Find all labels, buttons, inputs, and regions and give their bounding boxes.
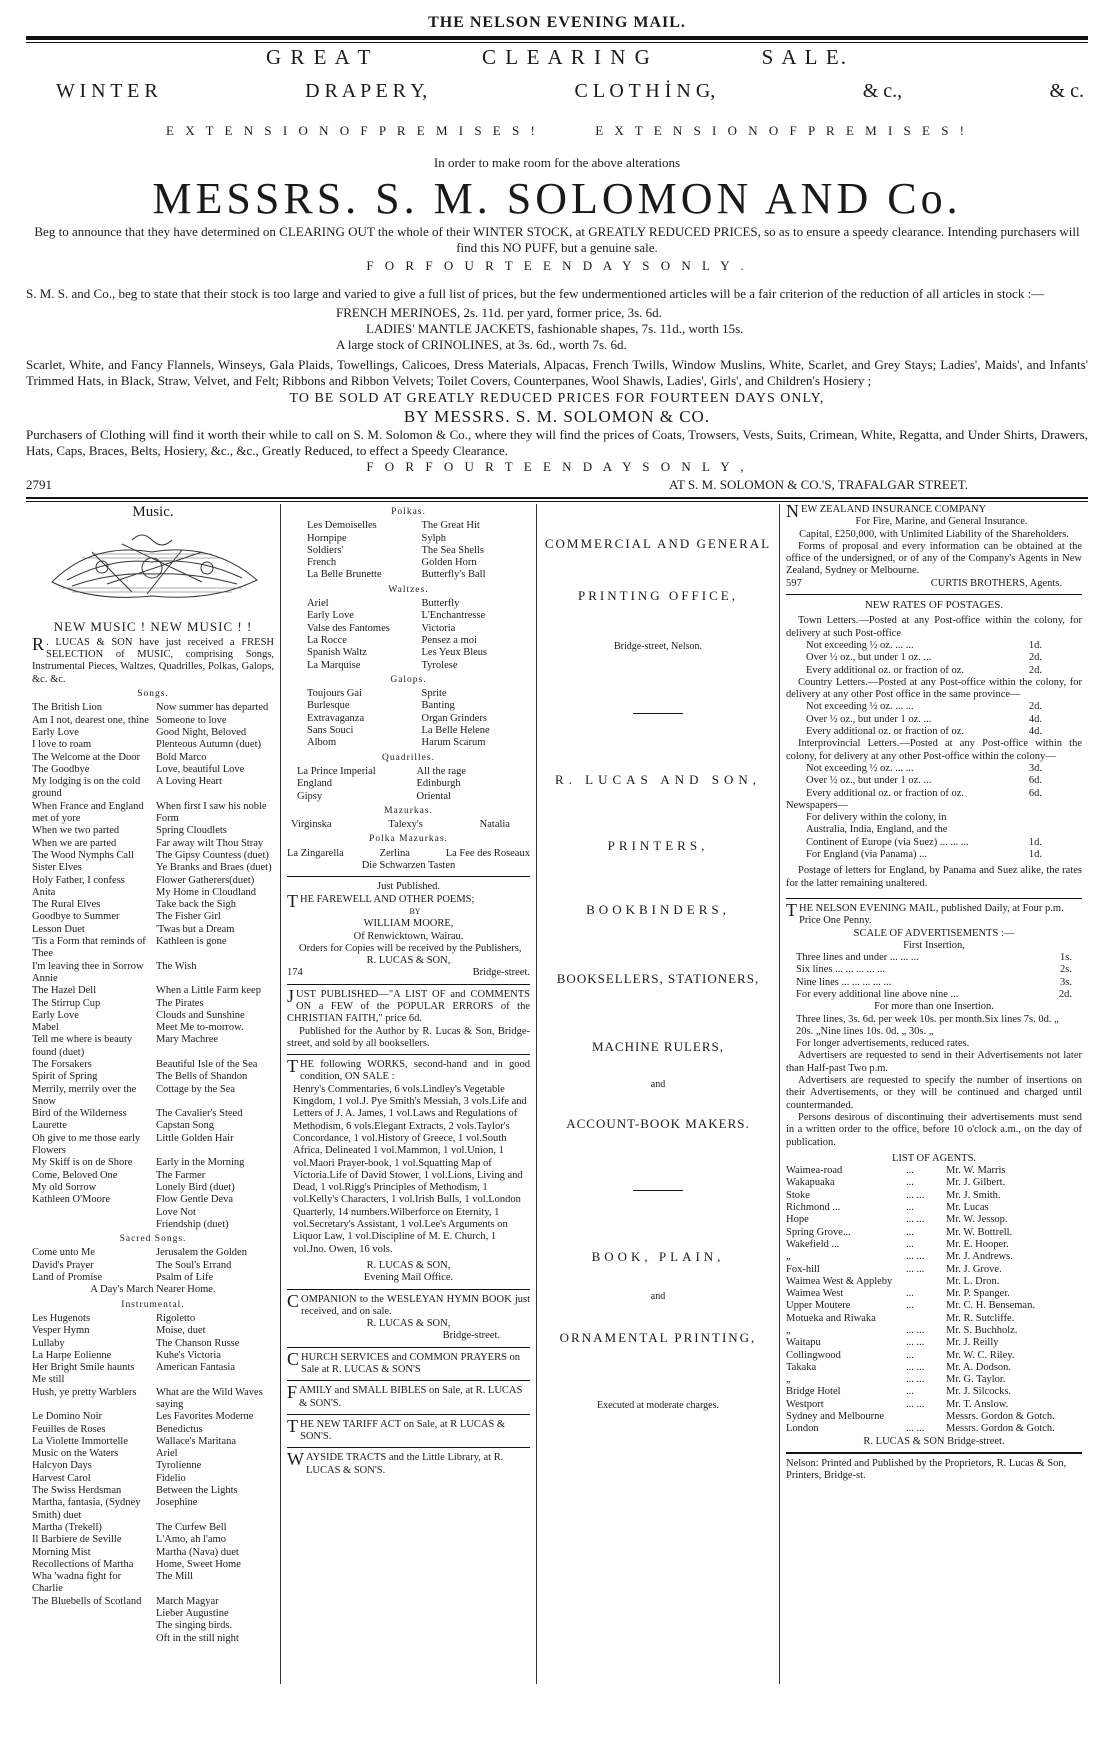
mazurkas-heading: Mazurkas. [384,805,433,816]
list-item: Laurette [32,1120,67,1132]
list-item: Take back the Sigh [156,899,237,911]
list-item: Discipline of M. E. Church, 1 vol. [293,1231,497,1255]
rate-row: Every additional oz. or fraction of oz. 4d. [806,726,1042,738]
list-item: Now summer has departed [156,702,269,714]
list-item: Someone to love [156,714,227,726]
list-item: Am I not, dearest one, thine [32,714,149,726]
list-item: La Violette Immortelle [32,1435,128,1447]
list-item: Butterfly [421,598,460,610]
agent-row: Richmond ... ... Mr. Lucas [786,1202,989,1214]
list-item: Tell me where is beauty found (duet) [32,1034,133,1058]
works-list [287,1084,530,1256]
ad-number: 2791 [26,477,52,492]
list-item: Martha (Trekell) [32,1521,102,1533]
agent-row: Upper Moutere ... Mr. C. H. Benseman. [786,1300,1035,1312]
agent-row: Wakefield ... ... Mr. E. Hooper. [786,1238,1009,1250]
list-item: J. Pye Smith's Messiah, 3 vols. [361,1096,492,1108]
list-item: Halcyon Days [32,1460,92,1472]
price-items: FRENCH MERINOES, 2s. 11d. per yard, former price, 3s. 6d. LADIES' MANTLE JACKETS, fashionable shapes, 7s. 11d., worth 15s. A large stock of CRINOLINES, at 3s. 6d., worth 7s. 6d. [336,305,744,352]
list-item: Holy Father, I confess [32,874,125,886]
list-item: Life of David Stower, 1 vol. [329,1169,448,1181]
list-item: Cottage by the Sea [156,1083,236,1095]
ad-address: AT S. M. SOLOMON & CO.'S, TRAFALGAR STREET. [669,477,968,492]
list-item: David's Prayer [32,1259,94,1271]
list-item: Come unto Me [32,1247,95,1259]
list-item: The Bells of Shandon [156,1071,248,1083]
rate-row: Not exceeding ½ oz. ... ... 1d. [806,639,1042,651]
agent-row: Waimea-road ... Mr. W. Marris [786,1165,1006,1177]
list-item: When we two parted [32,825,120,837]
list-item: March Magyar [156,1595,219,1607]
list-item: The Mill [156,1571,194,1583]
music-intro: R . LUCAS & SON have just received a FRESH SELECTION of MUSIC, comprising Songs, Instrumental Pieces, Waltzes, Quadrilles, Polkas, Galops, &c. &c. [32,633,274,685]
list-item: The singing birds. [156,1620,233,1632]
list-item: My Home in Cloudland [156,886,257,898]
list-item: Harum Scarum [421,737,486,749]
list-item: Kathleen is gone [156,936,227,948]
list-item: The Chanson Russe [156,1337,240,1349]
list-item: All the rage [416,765,467,777]
list-item: Early Love [32,726,79,738]
list-item: Love, beautiful Love [156,763,245,775]
imprint: Nelson: Printed and Published by the Proprietors, R. Lucas & Son, Printers, Bridge-st. [786,1452,1082,1483]
list-item: Jerusalem the Golden [156,1247,247,1259]
list-item: La Marquise [307,659,361,671]
songs-heading: Songs. [137,689,169,700]
music-column [26,504,281,1684]
list-item [32,1608,150,1620]
list-item: Oft in the still night [156,1632,239,1644]
list-item [32,1207,150,1219]
list-item: Goodbye to Summer [32,911,120,923]
list-item: Ariel [156,1448,178,1460]
list-item: Flower Gatherers(duet) [156,874,255,886]
list-item: Good Night, Beloved [156,726,247,738]
fourteen-days-2: F O R F O U R T E E N D A Y S O N L Y , [366,459,748,474]
list-item: Rigg's Principles of Methodism, 1 vol. [293,1182,488,1206]
list-item: Clouds and Sunshine [156,1009,245,1021]
list-item: Vesper Hymn [32,1325,90,1337]
list-item: Sans Souci [307,725,354,737]
list-item: 'Twas but a Dream [156,923,235,935]
polkas-heading: Polkas. [391,507,426,517]
list-item: When first I saw his noble Form [156,800,267,825]
list-item: Beautiful Isle of the Sea [156,1058,258,1070]
rate-row: Every additional oz. or fraction of oz. 2d. [806,664,1042,676]
list-item: Pensez a moi [421,634,477,646]
agent-row: „ ... ... Mr. G. Taylor. [786,1374,1006,1386]
rate-row: Nine lines ... ... ... ... ... 3s. [796,976,1072,988]
list-item: The Wood Nymphs Call [32,849,134,861]
list-item: Les Demoiselles [307,520,377,532]
list-item: Home, Sweet Home [156,1558,241,1570]
list-item: The Farmer [156,1169,206,1181]
list-item: Elegant Extracts, 2 vols. [374,1120,477,1132]
list-item: What are the Wild Waves saying [156,1386,263,1410]
list-item: My lodging is on the cold ground [32,776,141,800]
farewell-ad: Just Published. THE FAREWELL AND OTHER POEMS; BY WILLIAM MOORE, Of Renwicktown, Wairau. Orders for Copies will be received by the Publishers, R. LUCAS & SON, 174 Bridge-street. [287,876,530,979]
beg-paragraph: Beg to announce that they have determined on CLEARING OUT the whole of their WINTER STOCK, at GREATLY REDUCED PRICES, so as to ensure a speedy clearance. Intending purchasers will find this NO PUFF, but a genuine sale. [34,224,1080,255]
list-item: Three lines, 3s. 6d. per week 10s. per month. [796,1013,985,1025]
agent-row: London ... ... Messrs. Gordon & Gotch. [786,1423,1055,1435]
list-item: Lions, Living and Dead, 1 vol. [293,1169,523,1194]
list-item: England [297,778,332,790]
list-item: Burlesque [307,700,350,712]
polka-mazurkas-heading: Polka Mazurkas. [369,834,448,845]
printing-office-column: COMMERCIAL AND GENERAL PRINTING OFFICE, Bridge-street, Nelson. R. LUCAS AND SON, PRINTERS, BOOKBINDERS, BOOKSELLERS, STATIONERS, MACHINE RULERS, and ACCOUNT-BOOK MAKERS. BOOK, PLAIN, and ORNAMENTAL PRINTING, Executed at moderate charges. [537,504,780,1684]
insurance-ad: NEW ZEALAND INSURANCE COMPANY For Fire, Marine, and General Insurance. Capital, £250,000, with Unlimited Liability of the Shareholders. Forms of proposal and every information can be obtained at the office of the undersigned, or of any of the Company's Agents in New Zealand, Sydney or Melbourne. 597 CURTIS BROTHERS, Agents. [786,504,1082,589]
list-item: Far away wilt Thou Stray [156,837,264,849]
list-item: Toujours Gai [307,688,362,700]
agent-row: Waimea West ... Mr. P. Spanger. [786,1288,1010,1300]
list-item: La Harpe Eolienne [32,1349,112,1361]
list-item: Banting [421,700,455,712]
wayside-ad: WAYSIDE TRACTS and the Little Library, at R. LUCAS & SON'S. [287,1447,530,1477]
list-item: Extravaganza [307,712,365,724]
ad-footer [26,477,1088,493]
agent-row: „ ... ... Mr. J. Andrews. [786,1251,1013,1263]
masthead: THE NELSON EVENING MAIL. [428,14,686,31]
rate-row: Not exceeding ½ oz. ... ... 2d. [806,701,1042,713]
list-item: Tyrolienne [156,1460,202,1472]
rate-row: For every additional line above nine ... 2d. [796,988,1072,1000]
list-item: Irish Bulls, 1 vol. [415,1194,489,1206]
purchasers-paragraph: Purchasers of Clothing will find it worth their while to call on S. M. Solomon & Co., where they will find the prices of Coats, Trowsers, Vests, Suits, Crimean, White, Regatta, and Under Shirts, Drawers, Hats, Caps, Braces, Belts, Hosiery, &c., &c., Greatly Reduced, to effect a Speedy Clearance. [26,427,1088,458]
list-item: I'm leaving thee in Sorrow Annie [32,960,144,984]
list-item: Les Favorites Moderne [156,1411,254,1423]
list-item [32,1633,150,1645]
list-item: Spirit of Spring [32,1071,98,1083]
list-item: L'Amo, ah l'amo [156,1534,226,1546]
list-item: A Loving Heart [156,776,222,788]
list-item: The Goodbye [32,763,90,775]
list-item: Meet Me to-morrow. [156,1022,244,1034]
agent-row: Motueka and Riwaka Mr. R. Sutcliffe. [786,1312,1015,1324]
list-item: The Hazel Dell [32,985,97,997]
list-item: Il Barbiere de Seville [32,1534,122,1546]
list-item: The Welcome at the Door [32,751,141,763]
list-item: Kuhe's Victoria [156,1349,221,1361]
list-item: Martha, fantasia, (Sydney Smith) duet [32,1497,141,1521]
list-item: The British Lion [32,702,102,714]
tariff-ad: THE NEW TARIFF ACT on Sale, at R LUCAS & SON'S. [287,1414,530,1444]
list-item: Albom [307,737,337,749]
quadrilles-list [287,766,530,803]
rate-row: Not exceeding ½ oz. ... ... 3d. [806,762,1042,774]
sacred-last: A Day's March Nearer Home. [90,1284,216,1296]
list-item: Nine lines 10s. 0d. „ 30s. „ [820,1025,934,1037]
list-item: Flow Gentle Deva [156,1194,233,1206]
list-item: Golden Horn [421,557,477,569]
list-item: My Skiff is on de Shore [32,1157,133,1169]
list-item: The Swiss Herdsman [32,1485,122,1497]
list-item: La Belle Helene [421,725,490,737]
list-item: American Fantasia [156,1362,236,1374]
rate-row: Over ½ oz., but under 1 oz. ... 2d. [806,652,1042,664]
list-item: Martha (Nava) duet [156,1546,239,1558]
list-item: When a Little Farm keep [156,985,261,997]
list-item: The Great Hit [421,520,480,532]
list-item: The Sea Shells [421,544,484,556]
waltzes-heading: Waltzes. [388,584,429,595]
list-item: The Forsakers [32,1058,92,1070]
list-item: Oriental [416,790,451,802]
agent-row: Takaka ... ... Mr. A. Dodson. [786,1361,1012,1373]
list-item [32,1219,150,1231]
books-column: Polkas. Les Demoiselles The Great Hit Hornpipe Sylph Soldiers' The Sea Shells French Golden Horn La Belle Brunette Butterfly's Ball Waltzes. Ariel Butterfly Early Love L'Enchantresse Valse des Fantomes Victoria La Rocce Pensez a moi Spanish Waltz Les Yeux Bleus La Marquise Tyrolese Galops. Toujours Gai Sprite Burlesque Banting Extravaganza Organ Grinders Sans Souci La Belle Helene Albom Harum Scarum Quadrilles. La Prince Imperial All the rage England Edinburgh Gipsy Oriental Mazurkas. Virginska Talexy's Natalia Polka Mazurkas. La Zingarella Zerlina La Fee des Roseaux Die Schwarzen Tasten Just Published. THE FAREWELL AND OTHER POEMS; BY WILLIAM MOORE, Of Renwicktown, Wairau. Orders for Copies will be received by the Publishers, R. LUCAS & SON, 174 Bridge-street. JUST PUBLISHED—"A LIST OF and COMMENTS ON a FEW of the POPULAR ERRORS of the CHRISTIAN FAITH," price 6d. Published for the Author by R. Lucas & Son, Bridge-street, and sold by all booksellers. THE following WORKS, second-hand and in good condition, ON SALE : Henry's Commentaries, 6 vols.Lindley's Vegetable Kingdom, 1 vol.J. Pye Smith's Messiah, 3 vols.Life and Letters of J. A. James, 1 vol.Laws and Regulations of Methodism, 6 vols.Elegant Extracts, 2 vols.Taylor's Concordance, 1 vol.History of Greece, 1 vol.South Africa, Delineated 1 vol.Mammon, 1 vol.Union, 1 vol.Maori Prayer-book, 1 vol.Squatting Map of Victoria.Life of David Stower, 1 vol.Lions, Living and Dead, 1 vol.Rigg's Principles of Methodism, 1 vol.Kelly's Characters, 1 vol.Irish Bulls, 1 vol.London Quarterly, 14 numbers.Wilberforce on Eternity, 1 vol.Secretary's Assistant, 1 vol.Lee's Arguments on Liquor Law, 1 vol.Discipline of M. E. Church, 1 vol.Jno. Owen, 16 vols. R. LUCAS & SON, Evening Mail Office. COMPANION to the WESLEYAN HYMN BOOK just received, and on sale. R. LUCAS & SON, Bridge-street. CHURCH SERVICES and COMMON PRAYERS on Sale at R. LUCAS & SON'S FAMILY and SMALL BIBLES on Sale, at R. LUCAS & SON'S. THE NEW TARIFF ACT on Sale, at R LUCAS & SON'S. WAYSIDE TRACTS and the Little Library, at R. LUCAS & SON'S. [281,504,537,1684]
list-item: Mabel [32,1022,59,1034]
agent-row: Hope ... ... Mr. W. Jessop. [786,1214,1008,1226]
new-music-heading: NEW MUSIC ! NEW MUSIC ! ! [53,618,253,634]
list-item: La Rocce [307,634,347,646]
list-item: Sprite [421,688,447,700]
list-item: Henry's Commentaries, 6 vols. [293,1083,423,1095]
mazurkas-list: Virginska Talexy's Natalia [291,819,510,831]
list-item: Taylor's Concordance, 1 vol. [293,1120,510,1144]
list-item: Lindley's Vegetable Kingdom, 1 vol. [293,1083,505,1108]
agent-row: „ ... ... Mr. S. Buchholz. [786,1325,1018,1336]
list-item: Between the Lights [156,1485,238,1497]
list-item: Mary Machree [156,1034,219,1046]
fourteen-days-1: F O R F O U R T E E N D A Y S O N L Y . [366,258,748,273]
list-item: Le Domino Noir [32,1411,102,1423]
list-item: Sister Elves [32,862,82,874]
list-item: Butterfly's Ball [421,569,486,581]
columns [26,504,1088,1684]
list-item: Ariel [307,598,329,610]
rate-row: Six lines ... ... ... ... ... 2s. [796,964,1072,976]
list-item: La Prince Imperial [297,765,376,777]
list-item: Tyrolese [421,659,458,671]
by-messrs: BY MESSRS. S. M. SOLOMON & CO. [403,407,711,426]
list-item: Kathleen O'Moore [32,1194,110,1206]
list-item: When we are parted [32,837,117,849]
list-item: History of Greece, 1 vol. [377,1132,482,1144]
list-item: L'Enchantresse [421,610,486,622]
list-item: Moise, duet [156,1325,206,1337]
music-title: Music. [132,504,174,520]
list-item: Hush, ye pretty Warblers [32,1386,137,1398]
list-item: Early Love [307,610,354,622]
list-item: Land of Promise [32,1272,102,1284]
list-item: When France and England met of yore [32,800,144,825]
list-item: South Africa, Delineated 1 vol. [293,1132,507,1157]
solomon-advertisement [26,43,1088,493]
list-item: Lesson Duet [32,923,85,935]
list-item: Love Not [156,1206,196,1218]
list-item: Her Bright Smile haunts Me still [32,1362,135,1386]
list-item: Come, Beloved One [32,1169,118,1181]
list-item: Lieber Augustine [156,1608,229,1620]
great-clearing-sale: G R E A T C L E A R I N G S A L E. [266,45,848,69]
section-rule [26,497,1088,502]
list-item: Morning Mist [32,1546,91,1558]
list-item: Sylph [421,532,447,544]
sacred-list [32,1247,274,1284]
rate-row: Over ½ oz., but under 1 oz. ... 4d. [806,713,1042,725]
list-item: I love to roam [32,739,92,751]
list-item: Bird of the Wilderness [32,1108,127,1120]
list-item: Recollections of Martha [32,1558,134,1570]
family-ad: FAMILY and SMALL BIBLES on Sale, at R. LUCAS & SON'S. [287,1380,530,1410]
polka-mazurkas-list: La Zingarella Zerlina La Fee des Roseaux [287,847,530,859]
list-item: The Bluebells of Scotland [32,1595,142,1607]
list-item: Hornpipe [307,532,347,544]
church-ad: CHURCH SERVICES and COMMON PRAYERS on Sale at R. LUCAS & SON'S [287,1347,530,1377]
list-item: Oh give to me those early Flowers [32,1132,141,1157]
scarlet-paragraph: Scarlet, White, and Fancy Flannels, Winseys, Gala Plaids, Towellings, Calicoes, Dress Materials, Alpacas, French Twills, Window Muslins, White, Scarlet, and Grey Stays; Ladies', Maids', and Infants' Trimmed Hats, in Black, Straw, Velvet, and Felt; Ribbons and Ribbon Velvets; Toilet Covers, Counterpanes, Wool Shawls, Ladies', Girls', and Children's Hosiery ; [26,357,1088,388]
list-item: Early Love [32,1009,79,1021]
order-line: In order to make room for the above alterations [433,155,681,170]
galops-heading: Galops. [390,674,427,685]
agent-row: Stoke ... ... Mr. J. Smith. [786,1189,1001,1201]
list-item: Les Yeux Bleus [421,647,488,659]
galops-list [287,688,530,749]
list-item: My old Sorrow [32,1181,97,1193]
list-item: Wallace's Maritana [156,1435,237,1447]
list-item: Spanish Waltz [307,647,367,659]
list-item: Wilberforce on Eternity, 1 vol. [293,1206,500,1231]
rate-row: Over ½ oz., but under 1 oz. ... 6d. [806,775,1042,787]
extension-of-premises: E X T E N S I O N O F P R E M I S E S ! E X T E N S I O N O F P R E M I S E S ! [166,123,968,138]
list-item: Laws and Regulations of Methodism, 6 vols. [293,1108,518,1132]
list-item: The Rural Elves [32,899,101,911]
agent-row: Bridge Hotel ... Mr. J. Silcocks. [786,1386,1012,1398]
list-item: The Fisher Girl [156,911,221,923]
list-item: Organ Grinders [421,712,487,724]
list-item: The Cavalier's Steed [156,1108,243,1120]
quadrilles-heading: Quadrilles. [382,752,435,763]
list-item: Capstan Song [156,1120,215,1132]
agent-row: Waitapu ... ... Mr. J. Reilly [786,1337,999,1349]
list-item: The Pirates [156,997,204,1009]
works-ad: THE following WORKS, second-hand and in good condition, ON SALE : Henry's Commentaries, 6 vols.Lindley's Vegetable Kingdom, 1 vol.J. Pye Smith's Messiah, 3 vols.Life and Letters of J. A. James, 1 vol.Laws and Regulations of Methodism, 6 vols.Elegant Extracts, 2 vols.Taylor's Concordance, 1 vol.History of Greece, 1 vol.South Africa, Delineated 1 vol.Mammon, 1 vol.Union, 1 vol.Maori Prayer-book, 1 vol.Squatting Map of Victoria.Life of David Stower, 1 vol.Lions, Living and Dead, 1 vol.Rigg's Principles of Methodism, 1 vol.Kelly's Characters, 1 vol.Irish Bulls, 1 vol.London Quarterly, 14 numbers.Wilberforce on Eternity, 1 vol.Secretary's Assistant, 1 vol.Lee's Arguments on Liquor Law, 1 vol.Discipline of M. E. Church, 1 vol.Jno. Owen, 16 vols. R. LUCAS & SON, Evening Mail Office. [287,1056,530,1284]
list-item: The Gipsy Countess (duet) [156,849,269,861]
list-item: Music on the Waters [32,1448,119,1460]
postage-rates: NEW RATES OF POSTAGES. Town Letters.—Posted at any Post-office within the colony, for delivery at such Post-office Not exceeding ½ oz. ... ... 1d. Over ½ oz., but under 1 oz. ... 2d. Every additional oz. or fraction of oz. 2d. Country Letters.—Posted at any Post-office within the colony, for delivery at any other Post office in the same province— Not exceeding ½ oz. ... ... 2d. Over ½ oz., but under 1 oz. ... 4d. Every additional oz. or fraction of oz. 4d. Interprovincial Letters.—Posted at any Post-office within the colony, for delivery at any other Post-office within the colony— Not exceeding ½ oz. ... ... 3d. Over ½ oz., but under 1 oz. ... 6d. Every additional oz. or fraction of oz. 6d. Newspapers— For delivery within the colony, in Australia, India, England, and the Continent of Europe (via Suez) ... ... ... 1d. For England (via Panama) ... 1d. Postage of letters for England, by Panama and Suez alike, the rates for the latter remaining unaltered. [786,594,1082,890]
list-item: Kelly's Characters, 1 vol. [309,1194,416,1206]
list-item: Jno. Owen, 16 vols. [309,1243,393,1255]
musical-instruments-engraving [32,522,275,608]
list-item: Psalm of Life [156,1272,214,1284]
list-item: Spring Cloudlets [156,825,227,837]
companion-ad: COMPANION to the WESLEYAN HYMN BOOK just received, and on sale. R. LUCAS & SON, Bridge-street. [287,1290,530,1342]
list-item: Maori Prayer-book, 1 vol. [309,1157,419,1169]
list-item: Early in the Morning [156,1157,245,1169]
list-item: Bold Marco [156,751,207,763]
agents-list [786,1165,1082,1436]
list-item: Friendship (duet) [156,1218,229,1230]
list-item: The Stirrup Cup [32,997,101,1009]
agent-row: Spring Grove... ... Mr. W. Bottrell. [786,1226,1013,1238]
list-item: London Quarterly, 14 numbers. [293,1194,521,1218]
list-item: Lee's Arguments on Liquor Law, 1 vol. [293,1219,508,1243]
list-item: The Curfew Bell [156,1521,227,1533]
list-item: The Wish [156,960,197,972]
list-item: Gipsy [297,790,323,802]
list-item: Fidelio [156,1472,186,1484]
list-item: Squatting Map of Victoria. [293,1157,492,1181]
list-item: The Soul's Errand [156,1259,232,1271]
instrumental-heading: Instrumental. [121,1299,185,1310]
messrs-headline: MESSRS. S. M. SOLOMON AND Co. [152,174,962,223]
list-item: Benedictus [156,1423,203,1435]
notices-column [780,504,1088,1684]
to-be-sold: TO BE SOLD AT GREATLY REDUCED PRICES FOR FOURTEEN DAYS ONLY, [289,391,825,406]
list-item: Union, 1 vol. [293,1145,504,1169]
sms-paragraph: S. M. S. and Co., beg to state that their stock is too large and varied to give a full list of prices, but the few undermentioned articles will be a fair criterion of the reduction of all articles in stock :— [26,286,1045,301]
sacred-heading: Sacred Songs. [119,1234,187,1245]
agent-row: Westport ... ... Mr. T. Anslow. [786,1398,1009,1410]
list-item [32,1620,150,1632]
list-item: Mammon, 1 vol. [397,1145,468,1157]
list-item: Merrily, merrily over the Snow [32,1083,137,1107]
list-item: French [307,557,337,569]
list-item: Lullaby [32,1337,65,1349]
list-item: Life and Letters of J. A. James, 1 vol. [293,1096,527,1120]
agent-row: Wakapuaka ... Mr. J. Gilbert. [786,1177,1006,1189]
agent-row: Sydney and Melbourne Messrs. Gordon & Gotch. [786,1411,1055,1423]
list-item: Feuilles de Roses [32,1423,106,1435]
masthead-rule [26,36,1088,40]
waltzes-list [287,598,530,672]
agent-row: Fox-hill ... ... Mr. J. Grove. [786,1263,1002,1275]
list-item: Lonely Bird (duet) [156,1181,235,1193]
list-item: Victoria [421,622,456,634]
list-item: Edinburgh [416,778,461,790]
polkas-list [287,520,530,581]
list-item: Six lines 7s. 0d. „ 20s. „ [796,1013,1059,1037]
evening-mail-ad: THE NELSON EVENING MAIL, published Daily, at Four p.m. Price One Penny. SCALE OF ADVERTISEMENTS :— First Insertion, Three lines and under ... ... ... 1s. Six lines ... ... ... ... ... 2s. Nine lines ... ... ... ... ... 3s. For every additional line above nine ... 2d. For more than one Insertion. Three lines, 3s. 6d. per week 10s. per month.Six lines 7s. 0d. „ 20s. „Nine lines 10s. 0d. „ 30s. „ For longer advertisements, reduced rates. Advertisers are requested to send in their Advertisements not later than Half-past Two p.m. Advertisers are requested to specify the number of insertions on their Advertisements, or they will be continued and charged until countermanded. Persons desirous of discontinuing their advertisements must send in a written order to the office, before 10 o'clock a.m., on the day of publication. LIST OF AGENTS. Waimea-road ... Mr. W. Marris Wakapuaka ... Mr. J. Gilbert. Stoke ... ... Mr. J. Smith. Richmond ... ... Mr. Lucas Hope ... ... Mr. W. Jessop. Spring Grove... ... Mr. W. Bottrell. Wakefield ... ... Mr. E. Hooper. „ ... ... Mr. J. Andrews. Fox-hill ... ... Mr. J. Grove. Waimea West & Appleby Mr. L. Dron. Waimea West ... Mr. P. Spanger. Upper Moutere ... Mr. C. H. Benseman. Motueka and Riwaka Mr. R. Sutcliffe. „ ... ... Mr. S. Buchholz. Waitapu ... ... Mr. J. Reilly Collingwood ... Mr. W. C. Riley. Takaka ... ... Mr. A. Dodson. „ ... ... Mr. G. Taylor. Bridge Hotel ... Mr. J. Silcocks. Westport ... ... Mr. T. Anslow. Sydney and Melbourne Messrs. Gordon & Gotch. London ... ... Messrs. Gordon & Gotch. R. LUCAS & SON Bridge-street. [786,899,1082,1447]
list-item: Anita [32,886,56,898]
list-item: Harvest Carol [32,1472,91,1484]
list-item: Les Hugenots [32,1312,91,1324]
list-item: Josephine [156,1497,198,1509]
list-item: Rigoletto [156,1312,196,1324]
rate-row: Every additional oz. or fraction of oz. 6d. [806,787,1042,799]
agent-row: Waimea West & Appleby Mr. L. Dron. [786,1275,1000,1287]
list-item: Wha 'wadna fight for Charlie [32,1571,122,1595]
list-item: 'Tis a Form that reminds of Thee [32,936,146,960]
winter-drapery-line: W I N T E R D R A P E R Y, C L O T H İ N G, & c., & c. [56,80,1084,102]
rate-row: Three lines and under ... ... ... 1s. [796,952,1072,964]
list-item: Soldiers' [307,544,344,556]
errors-ad: JUST PUBLISHED—"A LIST OF and COMMENTS ON a FEW of the POPULAR ERRORS of the CHRISTIAN FAITH," price 6d. Published for the Author by R. Lucas & Son, Bridge-street, and sold by all booksellers. [287,985,530,1049]
list-item: Valse des Fantomes [307,622,390,634]
songs-list [32,702,274,1231]
list-item: Plenteous Autumn (duet) [156,739,261,751]
list-item: Ye Branks and Braes (duet) [156,862,272,874]
list-item: Secretary's Assistant, 1 vol. [309,1219,425,1231]
agent-row: Collingwood ... Mr. W. C. Riley. [786,1349,1015,1361]
list-item: Little Golden Hair [156,1132,234,1144]
instrumental-list [32,1313,274,1645]
list-item: La Belle Brunette [307,569,382,581]
